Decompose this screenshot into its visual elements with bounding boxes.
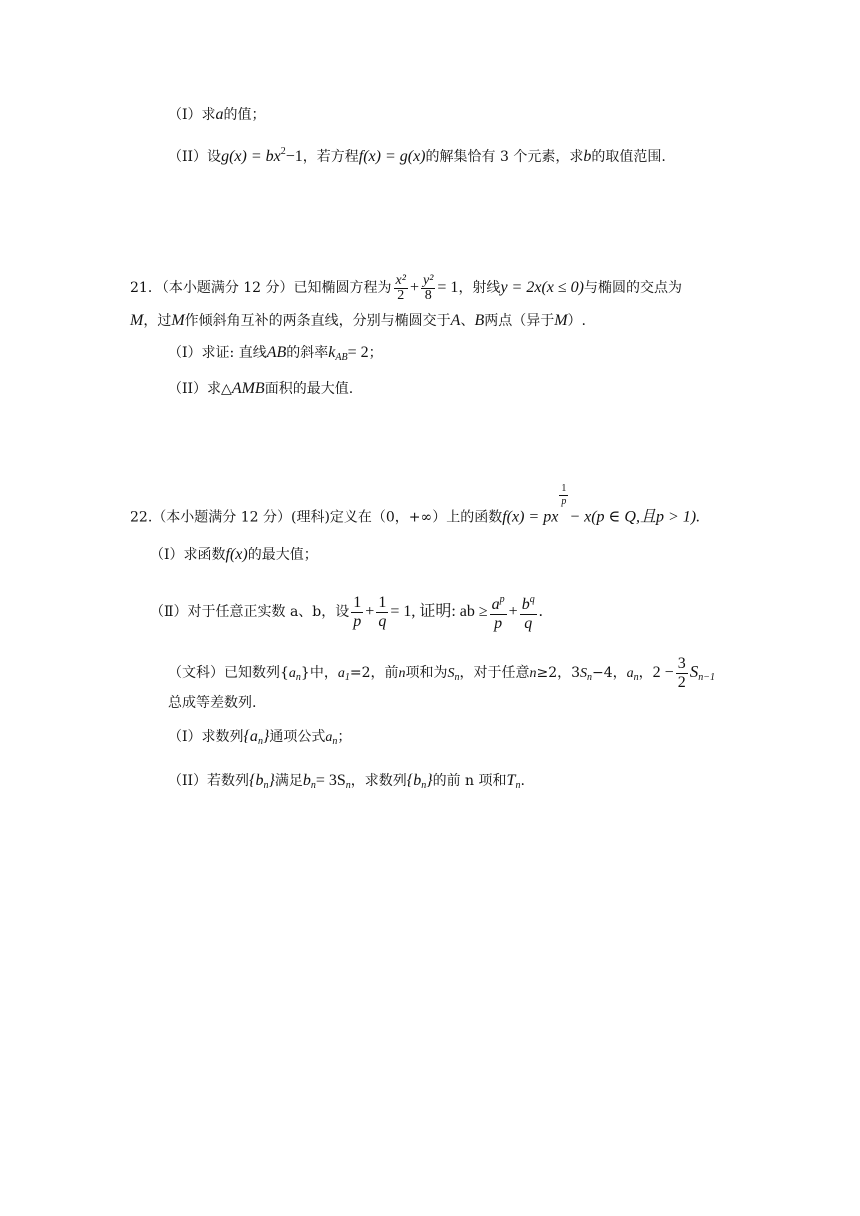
point-M: M [130, 312, 144, 329]
point-A: A [450, 312, 461, 329]
fraction-bq-over-q: $\frac{b^q}{q}$ [520, 591, 537, 633]
q22-title: 22.（本小题满分 12 分）(理科)定义在（0，+∞）上的函数 [130, 509, 503, 526]
q21-part1-mid: 的斜率 [286, 345, 329, 361]
equation-fg: f(x) = g(x) [358, 148, 426, 165]
function-fx: f(x) = px [502, 508, 559, 526]
q22-part2-label: （Ⅱ）对于任意正实数 a、b，设 [150, 604, 350, 620]
q21-text-b: 作倾斜角互补的两条直线，分别与椭圆交于 [184, 313, 451, 329]
slope-value: = 2 [347, 344, 369, 361]
ray-label: ，射线 [458, 280, 501, 296]
wk-part2-mid2: ，求数列 [350, 773, 407, 789]
fraction-3-over-2: $\frac{3}{2}$ [677, 654, 686, 691]
q21-text-a: ，过 [143, 313, 172, 329]
q20-part1-end: 的值； [223, 107, 266, 123]
fraction-1-over-q: $\frac{1}{q}$ [378, 593, 387, 630]
q20-part2-mid: ，若方程 [302, 149, 359, 165]
fraction-1-over-p: $\frac{1}{p}$ [353, 593, 362, 630]
wk-part2-mid: 满足 [274, 773, 303, 789]
point-M2: M [171, 312, 185, 329]
q22-wenke-intro: （文科）已知数列$\{a_n\}$中，$a_1=2$，前n项和为$S_n$，对于任意n≥2，$3S_n-4$，$a_n$，2 − $\frac{3}{2}$ $S_{n-1}$ [168, 654, 715, 691]
equals-one: = 1 [437, 279, 459, 296]
q21-line2 [130, 310, 586, 332]
q21-part1-label: （I）求证: 直线 [168, 345, 267, 361]
fraction-ap-over-p: $\frac{a^p}{p}$ [490, 591, 507, 633]
ray-end: 与椭圆的交点为 [583, 280, 682, 296]
point-B: B [474, 312, 485, 329]
g-formula: $g(x) = bx^2-1$ [221, 146, 303, 165]
period: . [538, 603, 543, 620]
wk-part1-end: ； [337, 729, 352, 745]
q22-part1 [150, 544, 318, 566]
wk-text-d: 项和为 [405, 665, 448, 681]
q22-wenke-tail [168, 692, 256, 714]
ray-equation: y = 2x(x ≤ 0) [500, 279, 584, 296]
q20-part2-mid2: 的解集恰有 3 个元素，求 [425, 149, 584, 165]
triangle-AMB: AMB [231, 380, 265, 397]
function-fx-ref: f(x) [225, 546, 248, 563]
q20-part2-label: （II）设 [168, 149, 222, 165]
q20-part1 [168, 104, 266, 126]
wk-part2-mid3: 的前 n 项和 [432, 773, 507, 789]
q21-part2-end: 面积的最大值. [264, 381, 354, 397]
plus-sign-3: + [508, 603, 518, 620]
slope-kAB: $k_{AB}$ [328, 344, 348, 363]
q21-text-d: 两点（异于 [484, 313, 555, 329]
wk-text-g: −4， [592, 665, 627, 681]
q20-part1-label: （I）求 [168, 107, 216, 123]
wk-part2-label: （II）若数列 [168, 773, 250, 789]
wk-two-minus: 2 − [652, 664, 674, 681]
wk-text-f: ≥2，3 [536, 665, 581, 681]
wk-part1-mid: 通项公式 [269, 729, 326, 745]
wk-text-h: ， [638, 665, 653, 681]
wk-text-c: =2，前 [349, 665, 399, 681]
point-M3: M [554, 312, 568, 329]
exponent-1-over-p: $\frac{1}{p}$ [561, 483, 567, 507]
var-a: a [215, 106, 224, 123]
wk-tail-text: 总成等差数列. [168, 695, 257, 711]
q22-intro [130, 483, 701, 530]
q20-part2-end: 的取值范围. [591, 149, 666, 165]
q21-title: 21．（本小题满分 12 分）已知椭圆方程为 [130, 280, 392, 296]
q22-part1-label: （Ⅰ）求函数 [150, 547, 226, 563]
function-tail: − x(p ∈ Q,且p > 1). [569, 508, 701, 526]
wk-text-e: ，对于任意 [459, 665, 530, 681]
wk-part2-end: . [520, 773, 525, 789]
q21-part1 [168, 342, 383, 369]
plus-sign-2: + [365, 603, 375, 620]
wk-part1-label: （I）求数列 [168, 729, 244, 745]
var-b: b [583, 148, 592, 165]
q22-part2 [150, 590, 543, 634]
wk-text-a: （文科）已知数列{ [168, 665, 289, 681]
proof-statement: = 1, 证明: ab ≥ [390, 603, 488, 620]
q20-part2 [168, 141, 666, 168]
q21-text-e: ）. [567, 313, 586, 329]
q21-intro [130, 268, 682, 308]
line-AB: AB [266, 344, 287, 361]
plus-sign: + [409, 279, 419, 296]
q21-part2-label: （II）求△ [168, 381, 232, 397]
q21-text-c: 、 [460, 313, 475, 329]
fraction-y2-over-8: $\frac{\text{y²}}{8}$ [422, 272, 434, 303]
q21-part1-end: ； [368, 345, 383, 361]
q21-part2 [168, 378, 353, 400]
wk-text-b: }中， [300, 665, 338, 681]
q22-wenke-part2: （II）若数列$\{b_n\}$满足$b_n= 3S_n$，求数列$\{b_n\}$的前 n 项和$T_n$. [168, 772, 525, 791]
fraction-x2-over-2: $\frac{\text{x²}}{2}$ [395, 272, 406, 303]
q22-part1-end: 的最大值； [247, 547, 318, 563]
q22-wenke-part1: （I）求数列$\{a_n\}$通项公式$a_n$； [168, 728, 352, 747]
